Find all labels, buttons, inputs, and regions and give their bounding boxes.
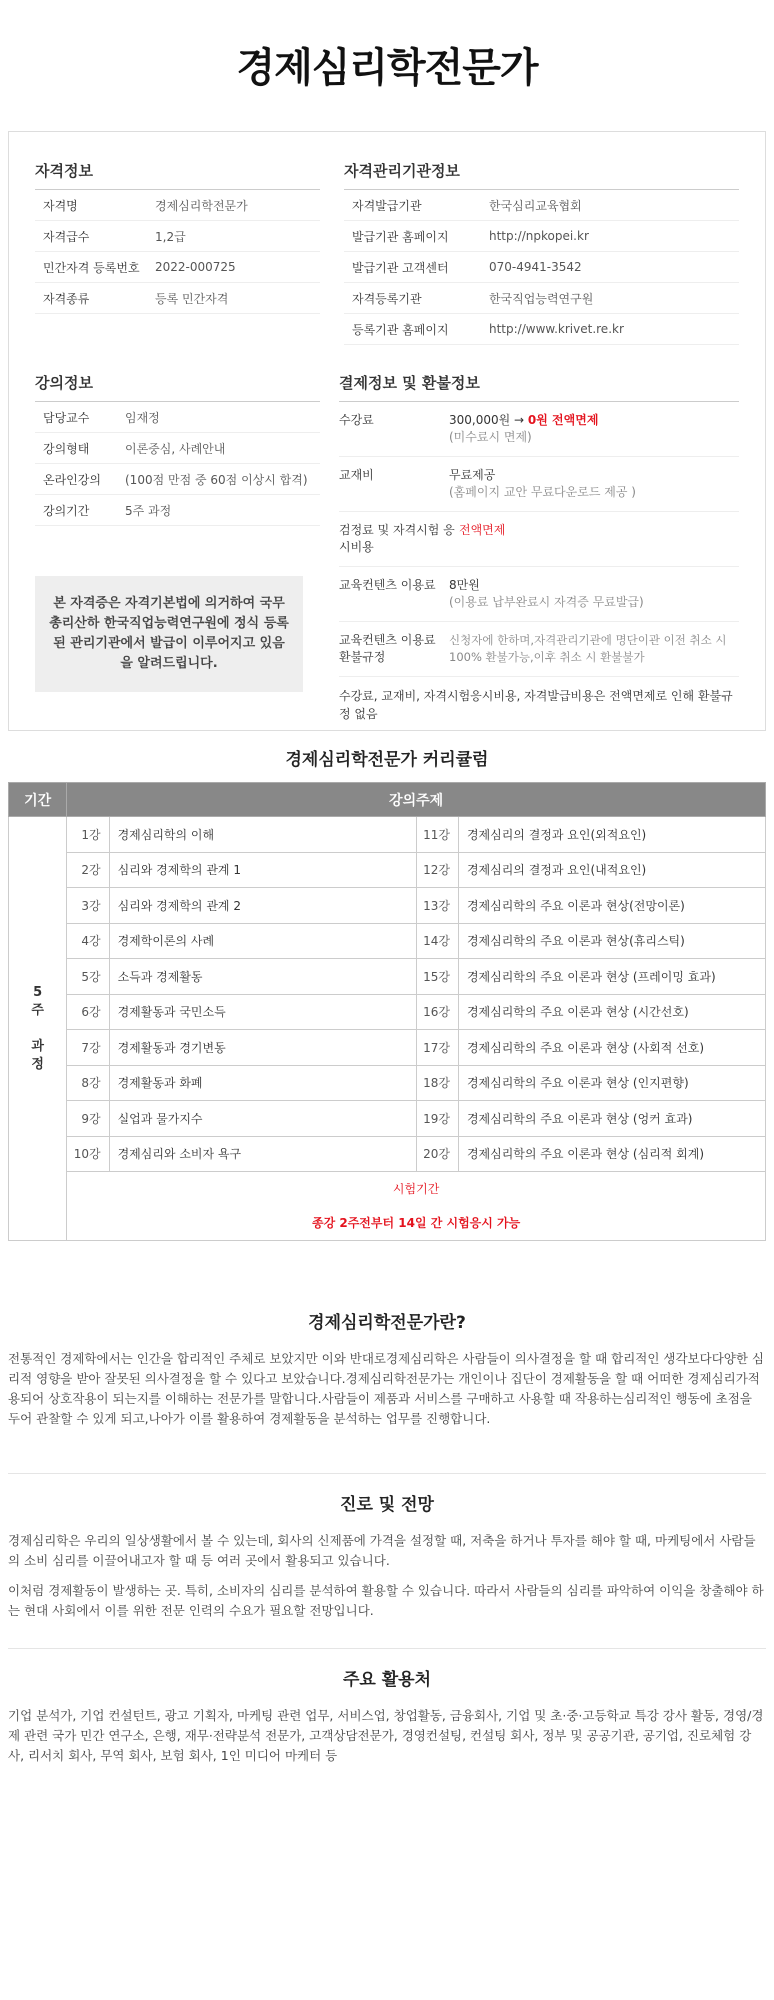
- material-label: 교재비: [339, 468, 374, 482]
- info-key: 발급기관 고객센터: [352, 260, 449, 275]
- info-key: 강의기간: [43, 503, 90, 518]
- refund-label: 교육컨텐츠 이용료 환불규정: [339, 633, 436, 664]
- info-key: 자격명: [43, 198, 78, 213]
- exam-desc: 종강 2주전부터 14일 간 시험응시 가능: [311, 1216, 521, 1230]
- info-value: 한국심리교육협회: [489, 198, 582, 213]
- info-row: [35, 190, 320, 221]
- table-row: [9, 852, 766, 888]
- lecture-number: 4강: [67, 923, 109, 959]
- refund-value: 신청자에 한하며,자격관리기관에 명단이관 이전 취소 시 100% 환불가능,이후 취소 시 환불불가: [449, 633, 727, 664]
- tuition-free: 0원 전액면제: [527, 413, 599, 427]
- lecture-number: 7강: [67, 1030, 109, 1066]
- payment-footnote: 수강료, 교재비, 자격시험응시비용, 자격발급비용은 전액면제로 인해 환불규정 없음: [339, 689, 733, 721]
- col-period: 기간: [9, 783, 67, 817]
- table-row: [9, 923, 766, 959]
- tuition-note: (미수료시 면제): [449, 430, 532, 444]
- lecture-subject: 경제심리학의 이해: [109, 817, 416, 853]
- lecture-subject: 경제심리학의 주요 이론과 현상(휴리스틱): [458, 923, 765, 959]
- career-heading: 진로 및 전망: [340, 1495, 434, 1515]
- exam-cell: [67, 1172, 766, 1241]
- lecture-info-section: [35, 372, 320, 526]
- career-p1: 경제심리학은 우리의 일상생활에서 볼 수 있는데, 회사의 신제품에 가격을 설정할 때, 저축을 하거나 투자를 해야 할 때, 마케팅에서 사람들의 소비 심리를 이끌어내고자 할 때 등 여러 곳에서 활용되고 있습니다.: [8, 1533, 756, 1568]
- lecture-subject: 경제심리학의 주요 이론과 현상 (인지편향): [458, 1065, 765, 1101]
- tuition-label: 수강료: [339, 413, 374, 427]
- about-section: [0, 1308, 774, 1439]
- lecture-subject: 경제심리학의 주요 이론과 현상 (프레이밍 효과): [458, 959, 765, 995]
- lecture-number: 20강: [416, 1136, 458, 1172]
- lecture-number: 2강: [67, 852, 109, 888]
- info-value: http://www.krivet.re.kr: [489, 322, 624, 336]
- lecture-subject: 경제심리학의 주요 이론과 현상(전망이론): [458, 888, 765, 924]
- payment-heading: 결제정보 및 환불정보: [339, 372, 739, 402]
- info-key: 담당교수: [43, 410, 90, 425]
- usage-heading: 주요 활용처: [342, 1670, 432, 1690]
- exam-fee-row: [339, 512, 739, 567]
- lecture-number: 16강: [416, 994, 458, 1030]
- material-row: [339, 457, 739, 512]
- exam-fee-label: 검정료 및 자격시험 응시비용: [339, 523, 455, 554]
- table-row: [9, 1065, 766, 1101]
- tuition-price: 300,000원 →: [449, 413, 525, 427]
- info-value: 070-4941-3542: [489, 260, 582, 274]
- info-key: 발급기관 홈페이지: [352, 229, 449, 244]
- col-subject: 강의주제: [67, 783, 766, 817]
- table-row: [9, 1101, 766, 1137]
- info-row: [35, 402, 320, 433]
- lecture-number: 15강: [416, 959, 458, 995]
- info-value: 5주 과정: [125, 503, 172, 518]
- lecture-subject: 심리와 경제학의 관계 1: [109, 852, 416, 888]
- lecture-number: 3강: [67, 888, 109, 924]
- info-key: 온라인강의: [43, 472, 101, 487]
- info-value: 등록 민간자격: [155, 291, 229, 306]
- contents-note: (이용료 납부완료시 자격증 무료발급): [449, 595, 644, 609]
- table-row: [9, 994, 766, 1030]
- lecture-subject: 경제심리의 결정과 요인(외적요인): [458, 817, 765, 853]
- notice-box: 본 자격증은 자격기본법에 의거하여 국무총리산하 한국직업능력연구원에 정식 등록된 관리기관에서 발급이 이루어지고 있음을 알려드립니다.: [35, 576, 303, 692]
- curriculum-title: 경제심리학전문가 커리큘럼: [285, 750, 489, 770]
- lecture-subject: 경제심리의 결정과 요인(내적요인): [458, 852, 765, 888]
- lecture-subject: 경제심리학의 주요 이론과 현상 (엉커 효과): [458, 1101, 765, 1137]
- info-row: [35, 433, 320, 464]
- material-note: (홈페이지 교안 무료다운로드 제공 ): [449, 485, 636, 499]
- info-row: [35, 283, 320, 314]
- lecture-number: 8강: [67, 1065, 109, 1101]
- exam-title: 시험기간: [392, 1182, 440, 1196]
- contents-value: 8만원: [449, 578, 480, 592]
- lecture-subject: 경제활동과 경기변동: [109, 1030, 416, 1066]
- about-heading: 경제심리학전문가란?: [308, 1313, 466, 1333]
- info-row: [344, 314, 739, 345]
- info-row: [35, 495, 320, 526]
- cert-info-heading: 자격정보: [35, 160, 320, 190]
- refund-row: [339, 622, 739, 677]
- lecture-number: 10강: [67, 1136, 109, 1172]
- info-value: 한국직업능력연구원: [489, 291, 594, 306]
- lecture-number: 9강: [67, 1101, 109, 1137]
- lecture-number: 18강: [416, 1065, 458, 1101]
- usage-section: [0, 1665, 774, 1776]
- lecture-subject: 경제심리와 소비자 욕구: [109, 1136, 416, 1172]
- info-key: 민간자격 등록번호: [43, 260, 140, 275]
- table-row: [9, 1136, 766, 1172]
- lecture-subject: 경제활동과 국민소득: [109, 994, 416, 1030]
- org-info-section: [344, 160, 739, 345]
- lecture-subject: 소득과 경제활동: [109, 959, 416, 995]
- lecture-number: 11강: [416, 817, 458, 853]
- info-row: [344, 221, 739, 252]
- lecture-subject: 경제심리학의 주요 이론과 현상 (사회적 선호): [458, 1030, 765, 1066]
- lecture-number: 12강: [416, 852, 458, 888]
- info-value: http://npkopei.kr: [489, 229, 589, 243]
- lecture-subject: 심리와 경제학의 관계 2: [109, 888, 416, 924]
- usage-body: 기업 분석가, 기업 컨설턴트, 광고 기획자, 마케팅 관련 업무, 서비스업, 창업활동, 금융회사, 기업 및 초·중·고등학교 특강 강사 활동, 경영/경제 관련 국가 민간 연구소, 은행, 재무·전략분석 전문가, 고객상담전문가, 경영컨설팅, 컨설팅 회사, 정부 및 공공기관, 공기업, 진로체험 강사, 리서치 회사, 무역 회사, 보험 회사, 1인 미디어 마케터 등: [8, 1708, 764, 1763]
- lecture-number: 13강: [416, 888, 458, 924]
- lecture-number: 14강: [416, 923, 458, 959]
- lecture-number: 19강: [416, 1101, 458, 1137]
- info-row: [35, 464, 320, 495]
- divider: [8, 1648, 766, 1649]
- table-row: [9, 1030, 766, 1066]
- tuition-row: [339, 402, 739, 457]
- career-p2: 이처럼 경제활동이 발생하는 곳. 특히, 소비자의 심리를 분석하여 활용할 수 있습니다. 따라서 사람들의 심리를 파악하여 이익을 창출해야 하는 현대 사회에서 이를 위한 전문 인력의 수요가 필요할 전망입니다.: [8, 1583, 764, 1618]
- lecture-subject: 경제학이론의 사례: [109, 923, 416, 959]
- lecture-info-heading: 강의정보: [35, 372, 320, 402]
- info-key: 자격종류: [43, 291, 90, 306]
- lecture-subject: 경제심리학의 주요 이론과 현상 (시간선호): [458, 994, 765, 1030]
- lecture-subject: 경제심리학의 주요 이론과 현상 (심리적 회계): [458, 1136, 765, 1172]
- info-row: [344, 252, 739, 283]
- info-value: 임재정: [125, 410, 160, 425]
- info-value: 이론중심, 사례안내: [125, 441, 226, 456]
- table-row: [9, 817, 766, 853]
- info-key: 강의형태: [43, 441, 90, 456]
- info-key: 자격급수: [43, 229, 90, 244]
- period-cell: 5 주 과 정: [9, 817, 67, 1241]
- info-value: 1,2급: [155, 229, 186, 244]
- cert-info-section: [35, 160, 320, 314]
- info-key: 자격등록기관: [352, 291, 422, 306]
- table-row: [9, 888, 766, 924]
- about-body: 전통적인 경제학에서는 인간을 합리적인 주체로 보았지만 이와 반대로경제심리학은 사람들이 의사결정을 할 때 합리적인 생각보다다양한 심리적 영향을 받아 잘못된 의사결정을 할 수 있다고 보았습니다.경제심리학전문가는 개인이나 집단이 경제활동을 할 때 어떠한 경제심리가적용되어 상호작용이 되는지를 이해하는 전문가를 말합니다.사람들이 제품과 서비스를 구매하고 사용할 때 작용하는심리적인 행동에 초점을 두어 관찰할 수 있게 되고,나아가 이를 활용하여 경제활동을 분석하는 업무를 진행합니다.: [8, 1351, 764, 1426]
- material-value: 무료제공: [449, 468, 496, 482]
- lecture-number: 17강: [416, 1030, 458, 1066]
- career-section: [0, 1490, 774, 1631]
- lecture-number: 1강: [67, 817, 109, 853]
- lecture-number: 5강: [67, 959, 109, 995]
- exam-fee-value: 전액면제: [459, 523, 506, 537]
- info-value: 2022-000725: [155, 260, 236, 274]
- payment-section: [339, 372, 739, 723]
- contents-row: [339, 567, 739, 622]
- table-row: [9, 959, 766, 995]
- exam-row: [9, 1172, 766, 1241]
- info-row: [344, 190, 739, 221]
- info-value: 경제심리학전문가: [155, 198, 248, 213]
- lecture-number: 6강: [67, 994, 109, 1030]
- info-key: 자격발급기관: [352, 198, 422, 213]
- info-box: [8, 131, 766, 731]
- curriculum-table: [8, 782, 766, 1241]
- lecture-subject: 실업과 물가지수: [109, 1101, 416, 1137]
- lecture-subject: 경제활동과 화폐: [109, 1065, 416, 1101]
- info-row: [35, 221, 320, 252]
- divider: [8, 1473, 766, 1474]
- info-row: [35, 252, 320, 283]
- info-key: 등록기관 홈페이지: [352, 322, 449, 337]
- info-row: [344, 283, 739, 314]
- org-info-heading: 자격관리기관정보: [344, 160, 739, 190]
- contents-label: 교육컨텐츠 이용료: [339, 578, 436, 592]
- info-value: (100점 만점 중 60점 이상시 합격): [125, 472, 308, 487]
- page-title: 경제심리학전문가: [236, 45, 538, 91]
